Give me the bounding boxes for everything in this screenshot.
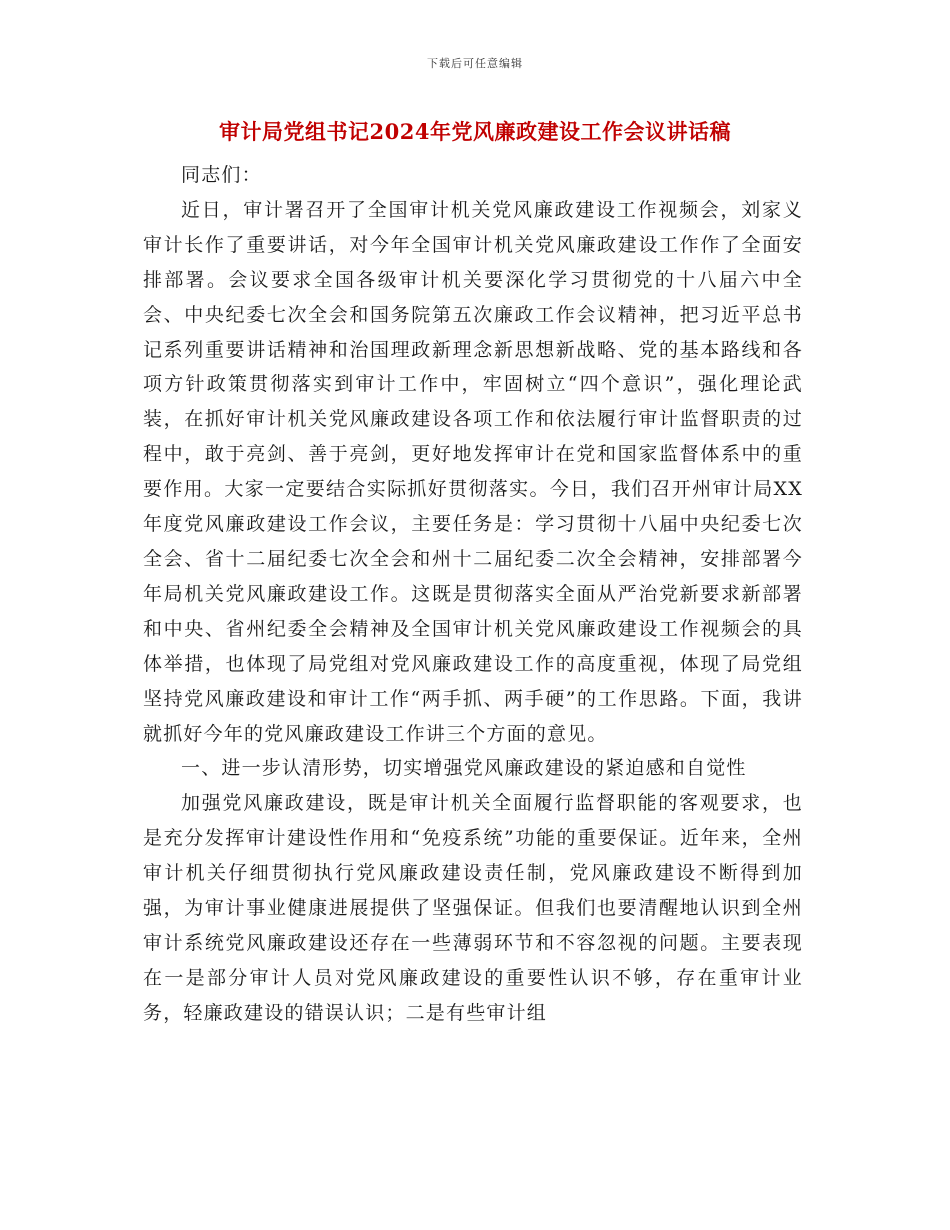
document-title: 审计局党组书记2024年党风廉政建设工作会议讲话稿 [219,119,731,144]
section-heading-1: 一、进一步认清形势，切实增强党风廉政建设的紧迫感和自觉性 [181,757,747,780]
salutation: 同志们： [181,164,262,186]
paragraph-section-1: 加强党风廉政建设，既是审计机关全面履行监督职能的客观要求，也是充分发挥审计建设性作用和“免疫系统”功能的重要保证。近年来，全州审计机关仔细贯彻执行党风廉政建设责任制，党风廉政建设不断得到加强，为审计事业健康进展提供了坚强保证。但我们也要清醒地认识到全州审计系统党风廉政建设还存在一些薄弱环节和不容忽视的问题。主要表现在一是部分审计人员对党风廉政建设的重要性认识不够，存在重审计业务，轻廉政建设的错误认识；二是有些审计组 [143,792,803,1024]
header-note: 下载后可任意编辑 [427,57,523,70]
paragraph-intro: 近日，审计署召开了全国审计机关党风廉政建设工作视频会，刘家义审计长作了重要讲话，对今年全国审计机关党风廉政建设工作作了全面安排部署。会议要求全国各级审计机关要深化学习贯彻党的十八届六中全会、中央纪委七次全会和国务院第五次廉政工作会议精神，把习近平总书记系列重要讲话精神和治国理政新理念新思想新战略、党的基本路线和各项方针政策贯彻落实到审计工作中，牢固树立“四个意识”，强化理论武装，在抓好审计机关党风廉政建设各项工作和依法履行审计监督职责的过程中，敢于亮剑、善于亮剑，更好地发挥审计在党和国家监督体系中的重要作用。大家一定要结合实际抓好贯彻落实。今日，我们召开州审计局XX年度党风廉政建设工作会议，主要任务是：学习贯彻十八届中央纪委七次全会、省十二届纪委七次全会和州十二届纪委二次全会精神，安排部署今年局机关党风廉政建设工作。这既是贯彻落实全面从严治党新要求新部署和中央、省州纪委全会精神及全国审计机关党风廉政建设工作视频会的具体举措，也体现了局党组对党风廉政建设工作的高度重视，体现了局党组坚持党风廉政建设和审计工作“两手抓、两手硬”的工作思路。下面，我讲就抓好今年的党风廉政建设工作讲三个方面的意见。 [143,198,803,745]
document-body [143,158,803,1031]
